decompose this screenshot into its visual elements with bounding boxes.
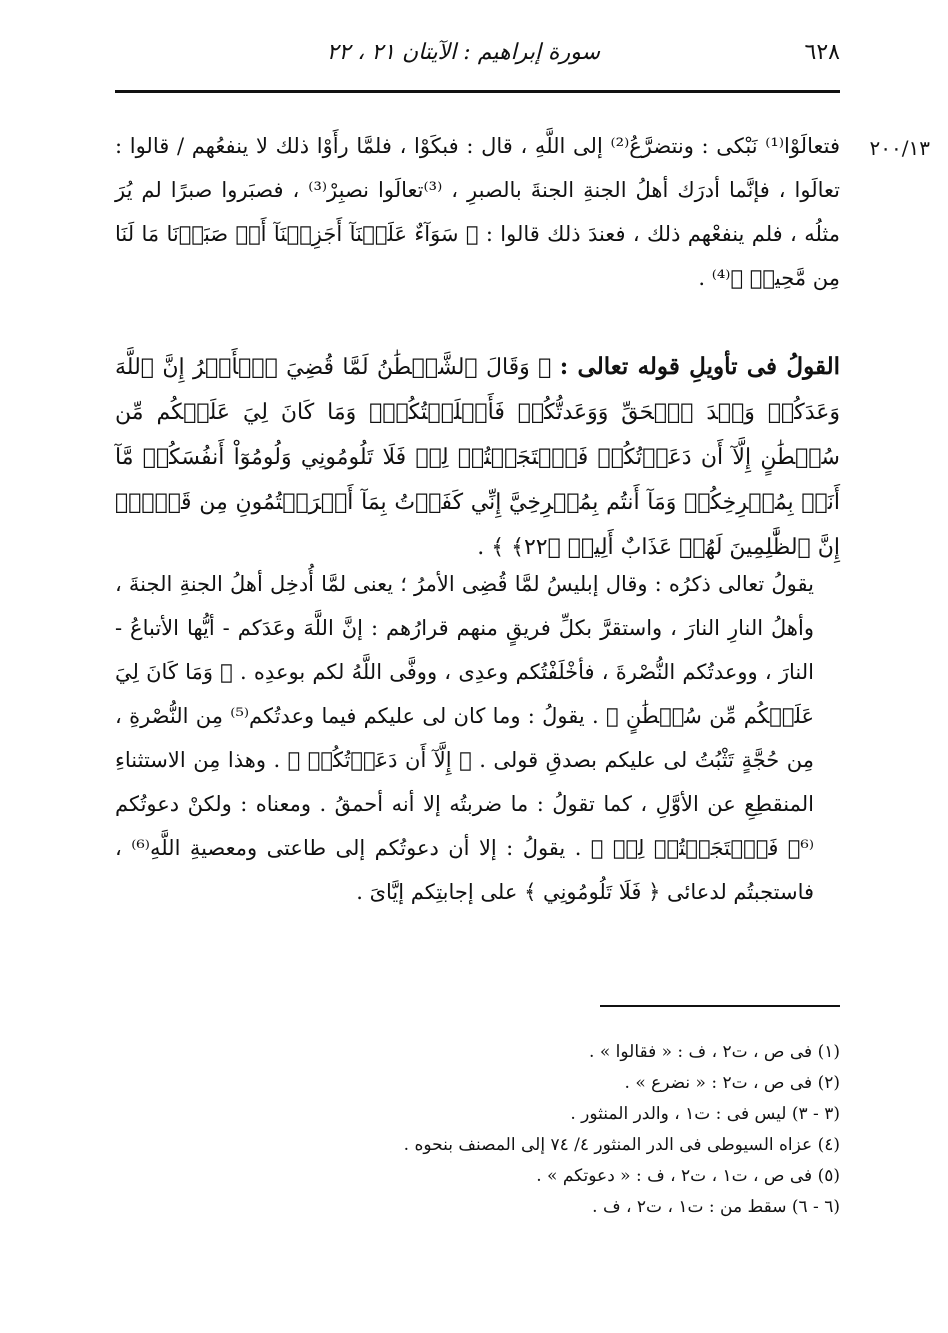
footnote-item: (٥) فى ص ، ت١ ، ت٢ ، ف : « دعوتكم » .	[536, 1166, 840, 1186]
running-title: سورة إبراهيم : الآيتان ٢١ ، ٢٢	[326, 40, 600, 65]
body-paragraph-3	[115, 562, 840, 914]
footnote-list	[115, 1037, 840, 1223]
paragraph-text: يقولُ تعالى ذكرُه : وقال إبليسُ لمَّا قُضِى الأمرُ ؛ يعنى لمَّا أُدخِل أهلُ الجنةِ الجنةَ ، وأهلُ النارِ النارَ ، واستقرَّ بكلِّ فريقٍ منهم قرارُهم : إنَّ اللَّهَ وعَدَكم - أيُّها الأتباعُ - النارَ ، ووعدتُكم النُّصْرةَ ، فأخْلَفْتُكم وعدِى ، ووفَّى اللَّهُ لكم بوعدِه . ﴿ وَمَا كَانَ لِيَ عَلَيۡكُم مِّن سُلۡطَٰنٍ ﴾ . يقولُ : وما كان لى عليكم فيما وعدتُكم⁽⁵⁾ مِن النُّصْرةِ ، مِن حُجَّةٍ تَثْبُتُ لى عليكم بصدقِ قولى . ﴿ إِلَّآ أَن دَعَوۡتُكُمۡ ﴾ . وهذا مِن الاستثناءِ المنقطِعِ عن الأوَّلِ ، كما تقولُ : ما ضربتُه إلا أنه أحمقُ . ومعناه : ولكنْ دعوتُكم ⁽⁶﴿ فَٱسۡتَجَبۡتُمۡ لِيۖ ﴾ . يقولُ : إلا أن دعوتُكم إلى طاعتى ومعصيةِ اللَّهِ⁽⁶⁾ ، فاستجبتُم لدعائى ﴿ فَلَا تَلُومُونِي ﴾ على إجابتِكم إيَّاىَ .	[115, 572, 814, 904]
footnote-item: (٤) عزاه السيوطى فى الدر المنثور ٤/ ٧٤ إلى المصنف بنحوه .	[403, 1135, 840, 1155]
footnote-item: (٢) فى ص ، ت٢ : « نضرع » .	[624, 1073, 840, 1093]
body-paragraph-1	[115, 124, 840, 300]
footnote-rule	[600, 1005, 840, 1007]
footnote-item: (١) فى ص ، ت٢ ، ف : « فقالوا » .	[589, 1042, 840, 1062]
footnote-item: (٣ - ٣) ليس فى : ت١ ، والدر المنثور .	[570, 1104, 840, 1124]
verse-paragraph	[115, 344, 840, 570]
verse-block	[115, 344, 840, 570]
page-number: ٦٢٨	[804, 40, 840, 65]
section-heading: القولُ فى تأويلِ قوله تعالى :	[559, 353, 841, 380]
paragraph-text: فتعالَوْا⁽¹⁾ نَبْكى : ونتضرَّعُ⁽²⁾ إلى اللَّهِ ، قال : فبكَوْا ، فلمَّا رأَوْا ذلك لا ينفعُهم / قالوا : تعالَوا ، فإنَّما أدرَك أهلُ الجنةِ الجنةَ بالصبرِ ، ⁽³⁾تعالَوا نصبِرْ⁽³⁾ ، فصبَروا صبرًا لم يُرَ مثلُه ، فلم ينفعْهم ذلك ، فعندَ ذلك قالوا : ﴿ سَوَآءٌ عَلَيۡنَآ أَجَزِعۡنَآ أَمۡ صَبَرۡنَا مَا لَنَا مِن مَّحِيصٖ ﴾⁽⁴⁾ .	[115, 134, 841, 290]
footnotes	[115, 1037, 840, 1223]
header-rule	[115, 90, 840, 93]
footnote-item: (٦ - ٦) سقط من : ت١ ، ت٢ ، ف .	[592, 1197, 840, 1217]
quran-verse: ﴿ وَقَالَ ٱلشَّيۡطَٰنُ لَمَّا قُضِيَ ٱلۡأَمۡرُ إِنَّ ٱللَّهَ وَعَدَكُمۡ وَعۡدَ ٱلۡحَقِّ وَوَعَدتُّكُمۡ فَأَخۡلَفۡتُكُمۡۖ وَمَا كَانَ لِيَ عَلَيۡكُم مِّن سُلۡطَٰنٍ إِلَّآ أَن دَعَوۡتُكُمۡ فَٱسۡتَجَبۡتُمۡ لِيۖ فَلَا تَلُومُونِي وَلُومُوٓاْ أَنفُسَكُمۖ مَّآ أَنَا۠ بِمُصۡرِخِكُمۡ وَمَآ أَنتُم بِمُصۡرِخِيَّ إِنِّي كَفَرۡتُ بِمَآ أَشۡرَكۡتُمُونِ مِن قَبۡلُۗ إِنَّ ٱلظَّٰلِمِينَ لَهُمۡ عَذَابٌ أَلِيمٞ ﴿٢٢﴾ ﴾ .	[115, 355, 840, 560]
margin-reference: ٢٠٠/١٣	[869, 136, 930, 160]
